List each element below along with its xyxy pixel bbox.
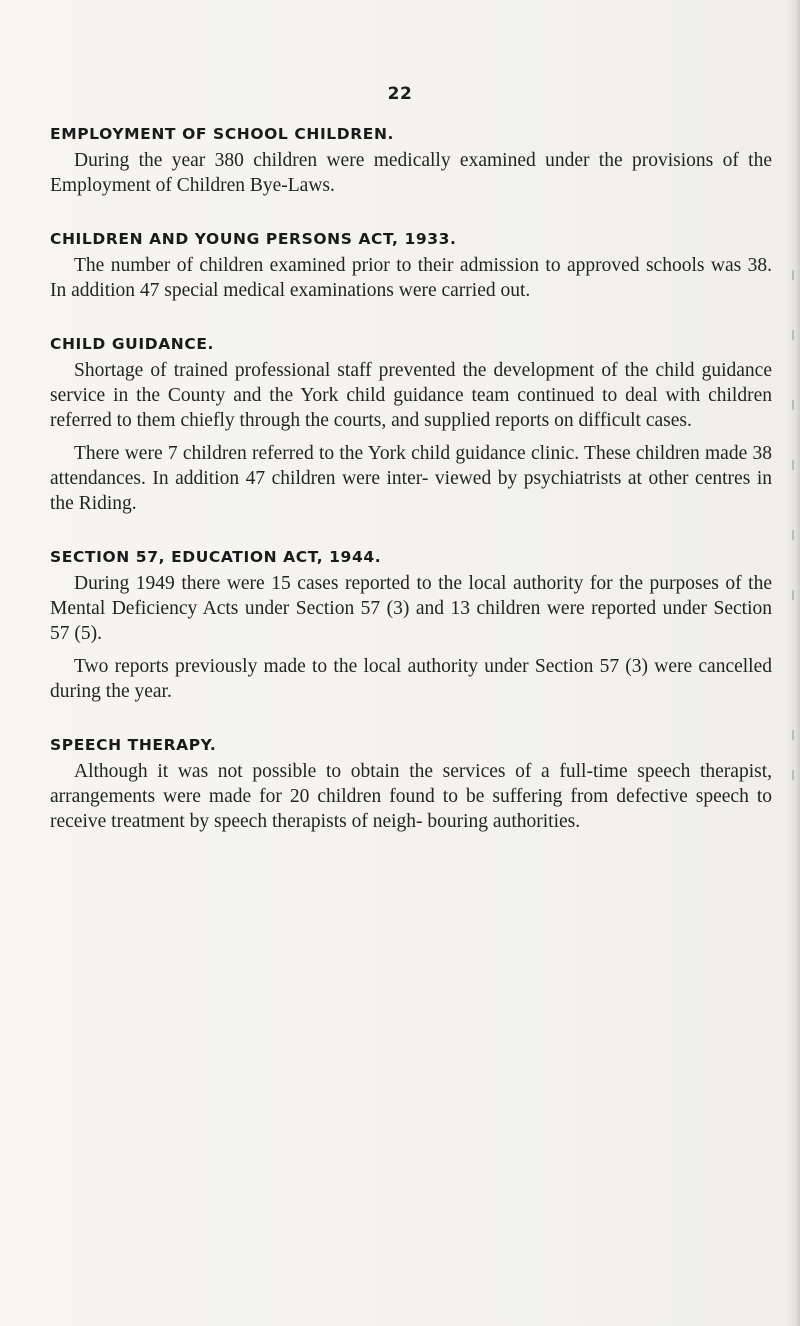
edge-mark [792,530,798,540]
section-paragraph: Although it was not possible to obtain the services of a full-time speech therapist, arrangements were made for 20 children found to be suffering from defective speech to receive treatment by speech therapists of neigh- bouring authorities. [50,761,772,832]
section-child-guidance [50,332,772,516]
section-heading: SECTION 57, EDUCATION ACT, 1944. [50,548,382,566]
bleed-through-marks [792,250,798,810]
section-education-act-section-57 [50,545,772,704]
section-heading: CHILDREN AND YOUNG PERSONS ACT, 1933. [50,230,457,248]
section-paragraph: There were 7 children referred to the York child guidance clinic. These children made 38 attendances. In addition 47 children were inter- viewed by psychiatrists at other centres in the Riding. [50,443,772,514]
document-body [50,122,772,863]
section-heading: CHILD GUIDANCE. [50,335,215,353]
section-paragraph: Shortage of trained professional staff prevented the development of the child guidance service in the County and the York child guidance team continued to deal with children referred to them chiefly through the courts, and supplied reports on difficult cases. [50,360,772,431]
edge-mark [792,330,798,340]
section-heading: EMPLOYMENT OF SCHOOL CHILDREN. [50,125,395,143]
section-paragraph: The number of children examined prior to their admission to approved schools was 38. In addition 47 special medical examinations were carried out. [50,255,772,301]
section-employment-of-school-children [50,122,772,198]
section-paragraph: During 1949 there were 15 cases reported to the local authority for the purposes of the Mental Deficiency Acts under Section 57 (3) and 13 children were reported under Section 57 (5). [50,573,772,644]
edge-mark [792,730,798,740]
edge-mark [792,270,798,280]
section-heading: SPEECH THERAPY. [50,736,217,754]
section-paragraph: During the year 380 children were medically examined under the provisions of the Employment of Children Bye-Laws. [50,150,772,196]
edge-mark [792,400,798,410]
edge-mark [792,770,798,780]
section-children-and-young-persons-act [50,227,772,303]
section-speech-therapy [50,733,772,834]
edge-mark [792,460,798,470]
edge-mark [792,590,798,600]
section-paragraph: Two reports previously made to the local authority under Section 57 (3) were cancelled during the year. [50,656,772,702]
page-number: 22 [387,84,413,104]
